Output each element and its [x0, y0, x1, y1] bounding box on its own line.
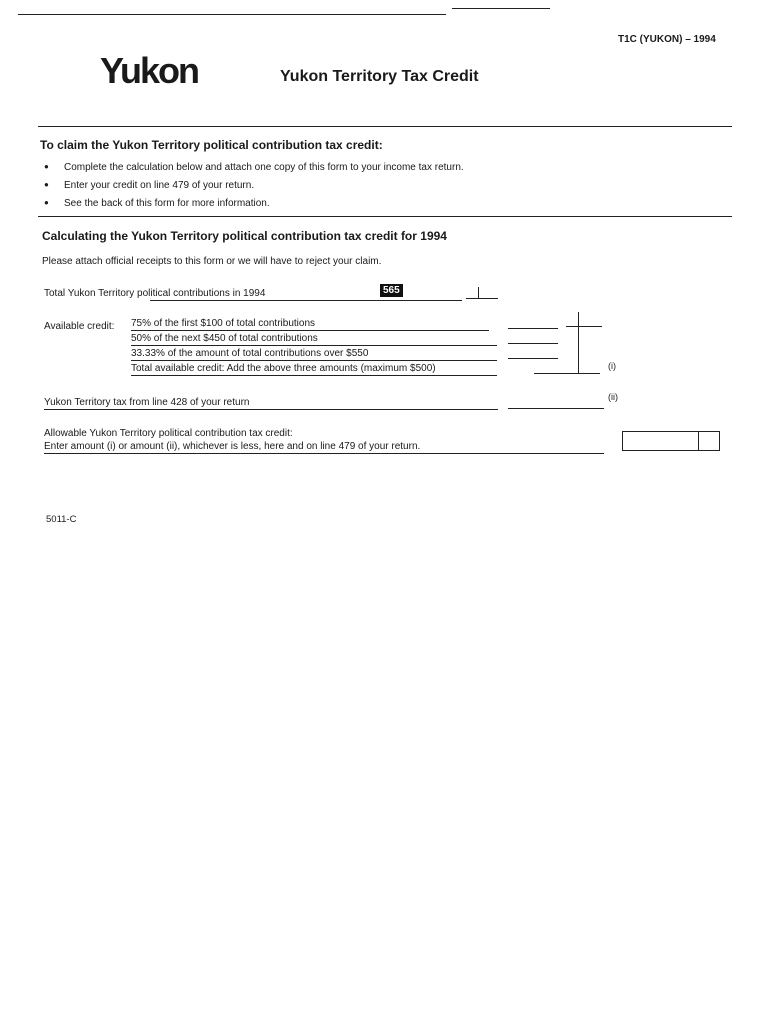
credit-row-total: Total available credit: Add the above three amounts (maximum $500): [131, 363, 497, 376]
claim-heading: To claim the Yukon Territory political contribution tax credit:: [40, 138, 383, 152]
yukon-tax-entry[interactable]: [508, 408, 604, 409]
section-rule-1: [38, 126, 732, 127]
credit-entry-50[interactable]: [508, 343, 558, 344]
allowable-box-divider: [698, 431, 699, 450]
credit-row-33: 33.33% of the amount of total contributions over $550: [131, 348, 497, 361]
claim-bullet-1: ● Complete the calculation below and attach one copy of this form to your income tax return.: [44, 162, 464, 173]
entry-tick: [478, 287, 479, 298]
yukon-logo: Yukon: [100, 50, 199, 91]
credit-bracket: [578, 312, 579, 374]
allowable-line-1: Allowable Yukon Territory political contribution tax credit:: [44, 428, 293, 439]
total-contributions-label: Total Yukon Territory political contributions in 1994: [44, 288, 266, 299]
total-contributions-entry[interactable]: [466, 298, 498, 299]
calc-heading: Calculating the Yukon Territory political contribution tax credit for 1994: [42, 229, 447, 243]
form-code: T1C (YUKON) – 1994: [618, 34, 716, 45]
receipts-note: Please attach official receipts to this form or we will have to reject your claim.: [42, 256, 382, 267]
claim-bullet-3: ● See the back of this form for more information.: [44, 198, 270, 209]
available-credit-label: Available credit:: [44, 321, 115, 332]
bracket-top: [566, 326, 602, 327]
mark-i: (i): [608, 361, 616, 371]
credit-entry-33[interactable]: [508, 358, 558, 359]
top-rule-right: [452, 8, 550, 9]
allowable-line-2: Enter amount (i) or amount (ii), whichever is less, here and on line 479 of your return.: [44, 441, 604, 454]
credit-row-75: 75% of the first $100 of total contributions: [131, 318, 489, 331]
allowable-credit-box[interactable]: [622, 431, 720, 451]
credit-entry-total[interactable]: [534, 373, 600, 374]
credit-entry-75[interactable]: [508, 328, 558, 329]
claim-bullet-2: ● Enter your credit on line 479 of your return.: [44, 180, 254, 191]
credit-row-50: 50% of the next $450 of total contributions: [131, 333, 497, 346]
mark-ii: (ii): [608, 392, 618, 402]
line-565-badge: 565: [380, 284, 403, 297]
footer-code: 5011-C: [46, 514, 77, 525]
section-rule-2: [38, 216, 732, 217]
total-contributions-line: [150, 300, 462, 301]
page-title: Yukon Territory Tax Credit: [280, 68, 479, 85]
yukon-tax-label: Yukon Territory tax from line 428 of your return: [44, 397, 498, 410]
top-rule: [18, 14, 446, 15]
